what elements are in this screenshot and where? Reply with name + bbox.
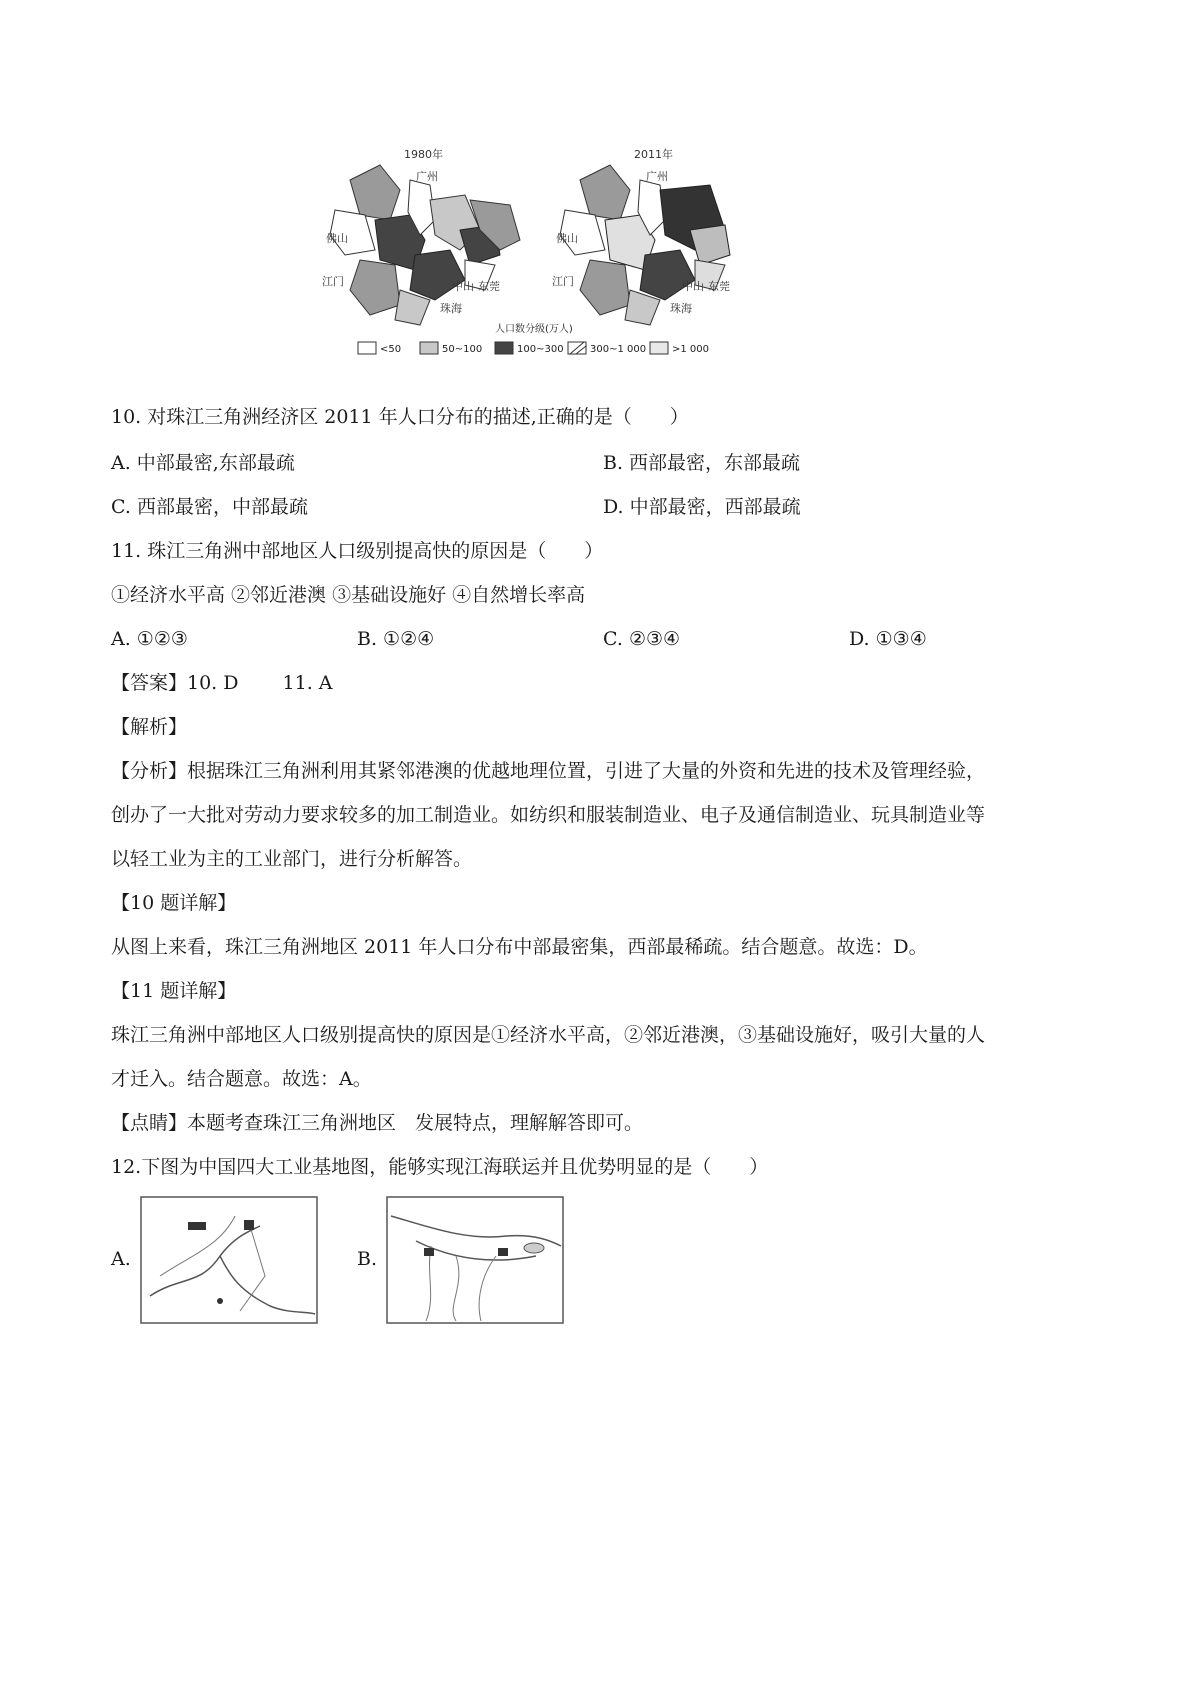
question-11-items: ①经济水平高 ②邻近港澳 ③基础设施好 ④自然增长率高	[111, 584, 586, 606]
q11-option-a: A. ①②③	[111, 628, 188, 650]
city-label: 珠海	[670, 302, 692, 315]
city-label: 江门	[322, 275, 344, 288]
q11-option-c: C. ②③④	[603, 628, 681, 650]
analysis-paragraph-line: 创办了一大批对劳动力要求较多的加工制造业。如纺织和服装制造业、电子及通信制造业、玩具制造业等	[111, 804, 986, 826]
q12-option-a-label: A.	[111, 1248, 131, 1270]
legend-item: 50~100	[442, 344, 483, 355]
city-label: 中山	[682, 280, 704, 293]
city-label: 东莞	[478, 280, 500, 293]
analysis-paragraph-line: 【分析】根据珠江三角洲利用其紧邻港澳的优越地理位置，引进了大量的外资和先进的技术及管理经验，	[111, 760, 986, 782]
city-label: 东莞	[708, 280, 730, 293]
analysis-paragraph-line: 以轻工业为主的工业部门，进行分析解答。	[111, 848, 473, 870]
city-label: 中山	[452, 280, 474, 293]
q11-option-b: B. ①②④	[357, 628, 435, 650]
legend-item: >1 000	[672, 344, 710, 355]
city-label: 珠海	[440, 302, 462, 315]
q12-option-b-label: B.	[357, 1248, 378, 1270]
question-10-stem: 10. 对珠江三角洲经济区 2011 年人口分布的描述,正确的是（ ）	[111, 406, 689, 428]
city-label: 佛山	[556, 232, 578, 245]
analysis-label: 【解析】	[111, 716, 188, 738]
legend-item: 100~300	[517, 344, 564, 355]
map-2011	[552, 147, 730, 325]
q10-detail-label: 【10 题详解】	[111, 892, 237, 914]
q12-map-a	[140, 1196, 318, 1324]
legend-item: <50	[380, 344, 402, 355]
city-label: 广州	[646, 170, 668, 183]
q11-detail-text: 才迁入。结合题意。故选：A。	[111, 1068, 372, 1090]
q10-option-a: A. 中部最密,东部最疏	[111, 452, 295, 474]
city-label: 广州	[416, 170, 438, 183]
legend-item: 300~1 000	[590, 344, 647, 355]
q10-option-d: D. 中部最密，西部最疏	[603, 496, 801, 518]
map-2011-title: 2011年	[634, 148, 673, 161]
map-1980-title: 1980年	[404, 148, 443, 161]
q10-detail-text: 从图上来看，珠江三角洲地区 2011 年人口分布中部最密集，西部最稀疏。结合题意。故选：D。	[111, 936, 928, 958]
question-11-stem: 11. 珠江三角洲中部地区人口级别提高快的原因是（ ）	[111, 540, 604, 562]
q10-option-c: C. 西部最密，中部最疏	[111, 496, 308, 518]
q12-map-b	[386, 1196, 564, 1324]
map-legend	[358, 322, 709, 355]
dianjing-note: 【点睛】本题考查珠江三角洲地区 发展特点，理解解答即可。	[111, 1112, 644, 1134]
legend-title: 人口数分级(万人)	[495, 324, 573, 335]
q10-option-b: B. 西部最密，东部最疏	[603, 452, 801, 474]
q11-option-d: D. ①③④	[849, 628, 927, 650]
q11-detail-label: 【11 题详解】	[111, 980, 237, 1002]
question-12-stem: 12.下图为中国四大工业基地图，能够实现江海联运并且优势明显的是（ ）	[111, 1156, 769, 1178]
city-label: 江门	[552, 275, 574, 288]
q11-detail-text: 珠江三角洲中部地区人口级别提高快的原因是①经济水平高，②邻近港澳，③基础设施好，吸引大量的人	[111, 1024, 986, 1046]
map-1980	[322, 147, 520, 325]
population-map-figure	[320, 140, 780, 370]
answer-line: 【答案】10. D 11. A	[111, 672, 333, 694]
city-label: 佛山	[326, 232, 348, 245]
